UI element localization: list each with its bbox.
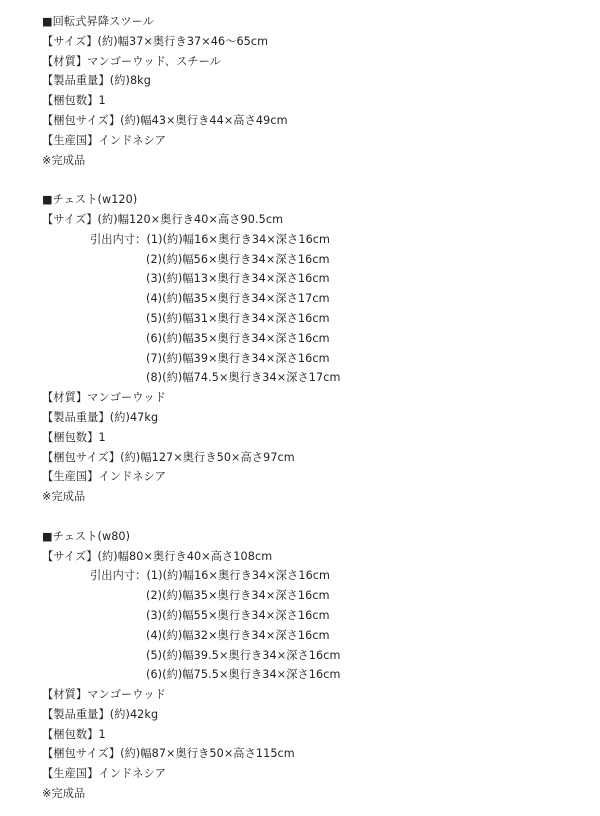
- drawer-dimension: (5)(約)幅31×奥行き34×深さ16cm: [146, 311, 330, 325]
- spec-material: 【材質】マンゴーウッド: [42, 688, 166, 702]
- drawer-dimension: (2)(約)幅35×奥行き34×深さ16cm: [146, 589, 330, 603]
- spec-package-count: 【梱包数】1: [42, 727, 106, 741]
- product-spec-chest-w80: [42, 527, 582, 804]
- spec-package-size: 【梱包サイズ】(約)幅43×奥行き44×高さ49cm: [42, 113, 288, 127]
- spec-country: 【生産国】インドネシア: [42, 767, 167, 781]
- spec-weight: 【製品重量】(約)8kg: [42, 74, 151, 88]
- spec-note: ※完成品: [42, 787, 86, 801]
- spec-note: ※完成品: [42, 153, 86, 167]
- product-heading: ■回転式昇降スツール: [42, 15, 155, 28]
- drawer-dimension: (6)(約)幅35×奥行き34×深さ16cm: [146, 331, 330, 345]
- product-heading: ■チェスト(w80): [42, 529, 131, 543]
- product-heading: ■チェスト(w120): [42, 193, 138, 207]
- drawer-dimension: (7)(約)幅39×奥行き34×深さ16cm: [146, 351, 330, 365]
- spec-package-size: 【梱包サイズ】(約)幅87×奥行き50×高さ115cm: [42, 747, 295, 761]
- spec-size: 【サイズ】(約)幅37×奥行き37×46～65cm: [42, 34, 269, 48]
- drawer-dimension: (2)(約)幅56×奥行き34×深さ16cm: [146, 252, 330, 266]
- drawer-dimension: 引出内寸：(1)(約)幅16×奥行き34×深さ16cm: [90, 232, 331, 246]
- drawer-dimension: (3)(約)幅55×奥行き34×深さ16cm: [146, 608, 330, 622]
- drawer-dimension: (5)(約)幅39.5×奥行き34×深さ16cm: [146, 648, 341, 662]
- spec-size: 【サイズ】(約)幅80×奥行き40×高さ108cm: [42, 549, 273, 563]
- spec-material: 【材質】マンゴーウッド: [42, 391, 166, 405]
- spec-material: 【材質】マンゴーウッド、スチール: [42, 54, 221, 68]
- product-spec-stool: [42, 12, 582, 170]
- drawer-dimension: (4)(約)幅35×奥行き34×深さ17cm: [146, 292, 330, 306]
- spec-country: 【生産国】インドネシア: [42, 470, 167, 484]
- spec-size: 【サイズ】(約)幅120×奥行き40×高さ90.5cm: [42, 212, 284, 226]
- product-spec-chest-w120: [42, 190, 582, 507]
- spec-package-count: 【梱包数】1: [42, 94, 106, 108]
- drawer-dimension: (4)(約)幅32×奥行き34×深さ16cm: [146, 628, 330, 642]
- drawer-dimension: (8)(約)幅74.5×奥行き34×深さ17cm: [146, 371, 341, 385]
- drawer-dimension: (3)(約)幅13×奥行き34×深さ16cm: [146, 272, 330, 286]
- product-spec-page: [42, 12, 582, 804]
- spec-package-size: 【梱包サイズ】(約)幅127×奥行き50×高さ97cm: [42, 450, 295, 464]
- spec-weight: 【製品重量】(約)42kg: [42, 707, 159, 721]
- drawer-dimension: (6)(約)幅75.5×奥行き34×深さ16cm: [146, 668, 341, 682]
- spec-note: ※完成品: [42, 490, 86, 504]
- spec-package-count: 【梱包数】1: [42, 430, 106, 444]
- spec-weight: 【製品重量】(約)47kg: [42, 410, 159, 424]
- drawer-dimension: 引出内寸：(1)(約)幅16×奥行き34×深さ16cm: [90, 569, 331, 583]
- spec-country: 【生産国】インドネシア: [42, 133, 167, 147]
